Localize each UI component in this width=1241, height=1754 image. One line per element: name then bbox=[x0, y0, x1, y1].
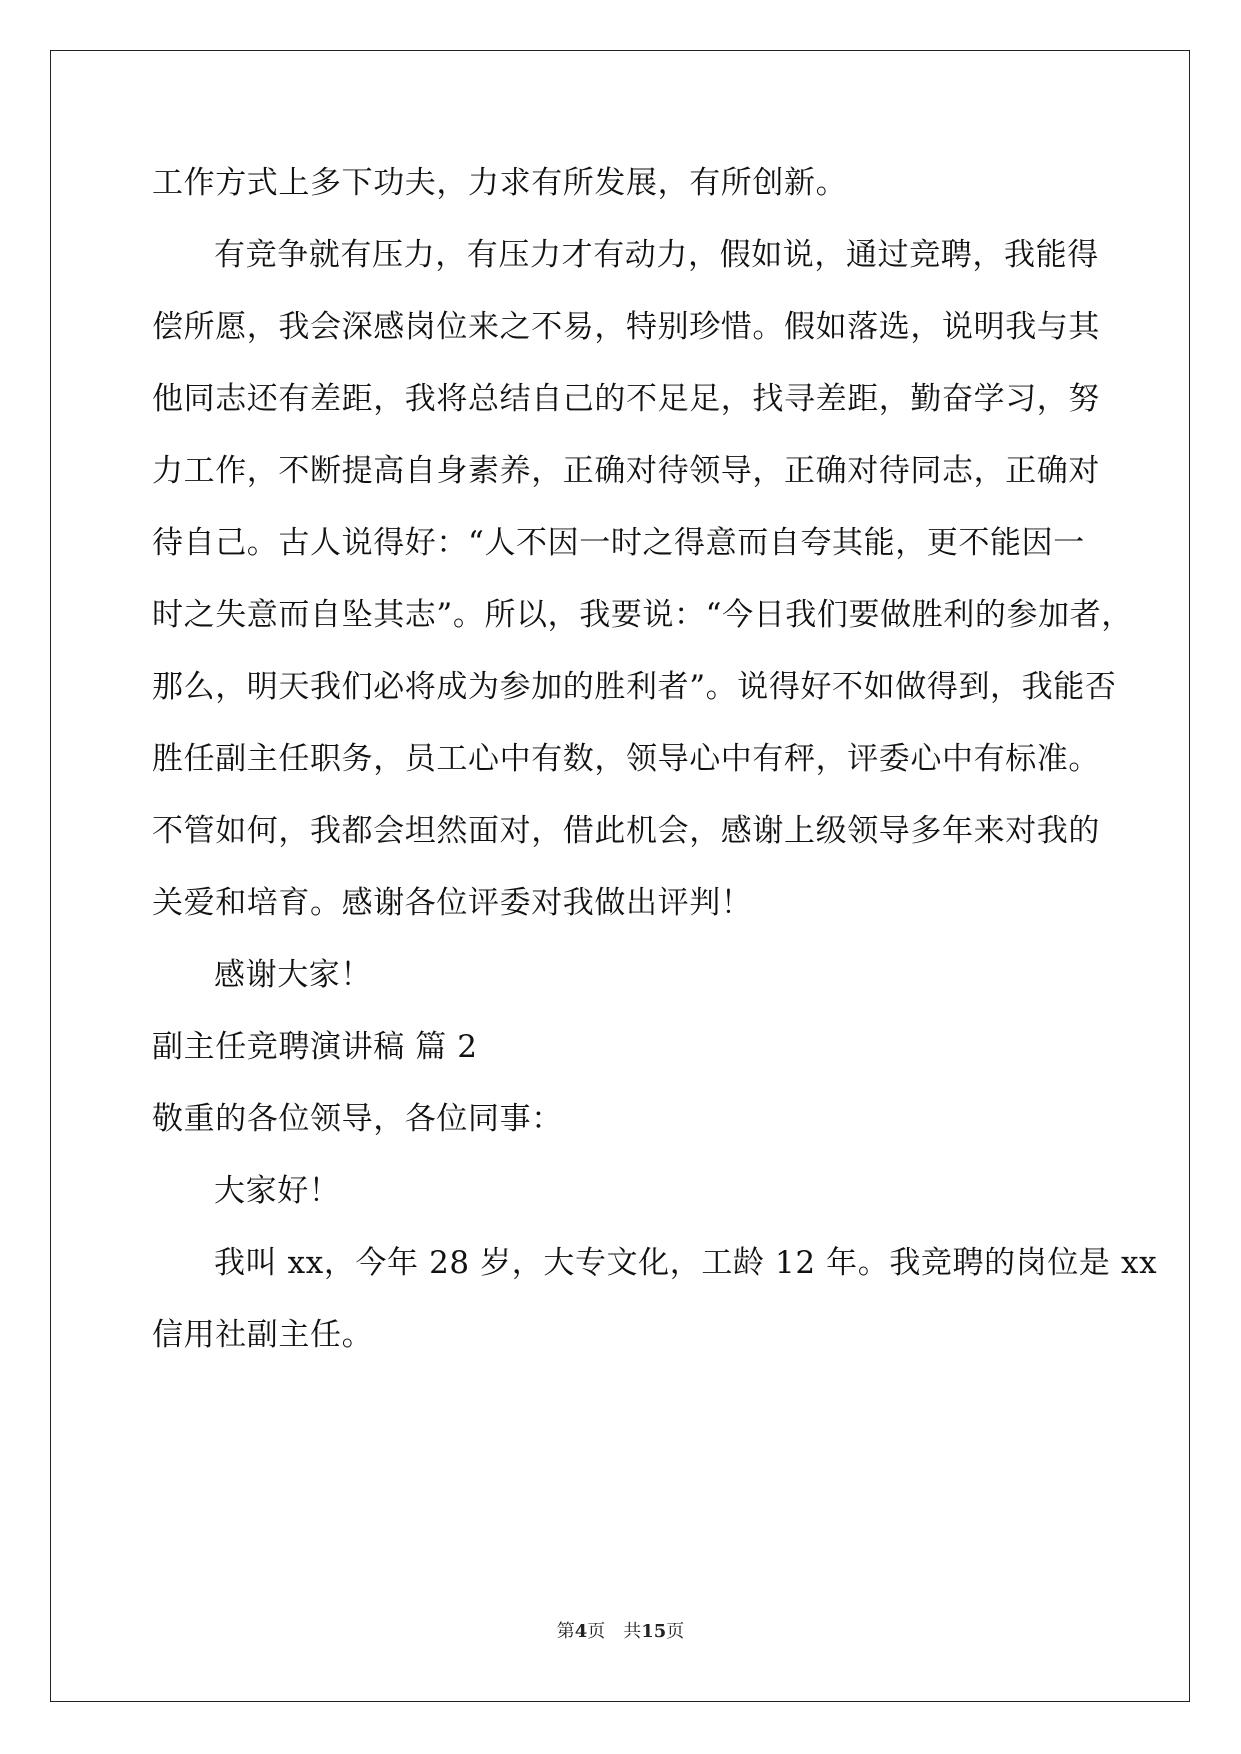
page-number: 4 bbox=[574, 1621, 588, 1642]
total-suffix: 页 bbox=[666, 1621, 685, 1642]
text-line: 关爱和培育。感谢各位评委对我做出评判！ bbox=[152, 885, 753, 921]
text-line: 不管如何，我都会坦然面对，借此机会，感谢上级领导多年来对我的 bbox=[152, 813, 1100, 849]
text-line: 待自己。古人说得好：“人不因一时之得意而自夸其能，更不能因一 bbox=[152, 525, 1085, 561]
section-heading: 副主任竞聘演讲稿 篇 2 bbox=[152, 1029, 478, 1065]
text-line: 时之失意而自坠其志”。所以，我要说：“今日我们要做胜利的参加者， bbox=[152, 597, 1133, 633]
total-pages: 15 bbox=[641, 1621, 667, 1642]
text-line: 信用社副主任。 bbox=[152, 1317, 374, 1353]
text-line: 力工作，不断提高自身素养，正确对待领导，正确对待同志，正确对 bbox=[152, 453, 1100, 489]
text-line: 他同志还有差距，我将总结自己的不足足，找寻差距，勤奋学习，努 bbox=[152, 381, 1100, 417]
text-line: 胜任副主任职务，员工心中有数，领导心中有秤，评委心中有标准。 bbox=[152, 741, 1100, 777]
text-line: 感谢大家！ bbox=[214, 957, 372, 993]
text-line: 那么，明天我们必将成为参加的胜利者”。说得好不如做得到，我能否 bbox=[152, 669, 1117, 705]
text-line: 工作方式上多下功夫，力求有所发展，有所创新。 bbox=[152, 165, 848, 201]
page-border bbox=[50, 50, 1190, 1702]
page-suffix: 页 bbox=[587, 1621, 606, 1642]
greeting: 大家好！ bbox=[214, 1173, 341, 1209]
text-line: 有竞争就有压力，有压力才有动力，假如说，通过竞聘，我能得 bbox=[214, 237, 1099, 273]
page-footer bbox=[0, 1620, 1241, 1644]
text-line: 偿所愿，我会深感岗位来之不易，特别珍惜。假如落选，说明我与其 bbox=[152, 309, 1100, 345]
salutation: 敬重的各位领导，各位同事： bbox=[152, 1101, 563, 1137]
text-line: 我叫 xx，今年 28 岁，大专文化，工龄 12 年。我竞聘的岗位是 xx bbox=[214, 1245, 1158, 1281]
page-prefix: 第 bbox=[556, 1621, 575, 1642]
total-prefix: 共 bbox=[623, 1621, 642, 1642]
